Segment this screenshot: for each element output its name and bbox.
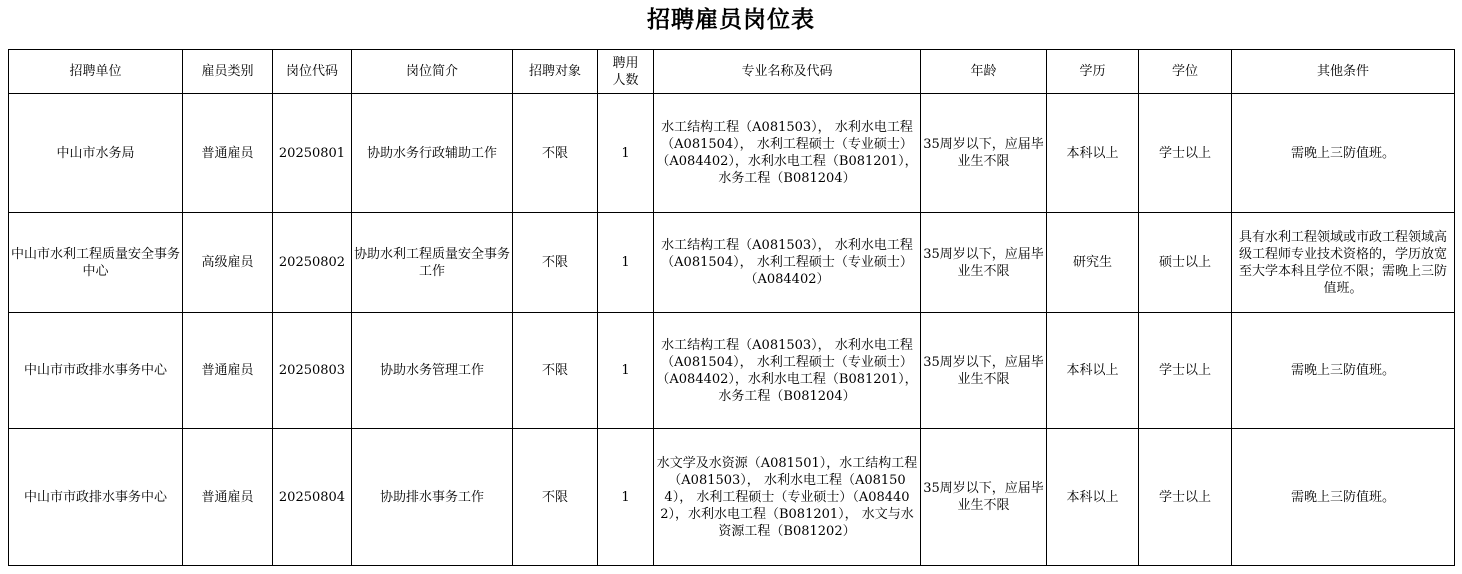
cell-education: 本科以上 <box>1047 313 1139 429</box>
cell-major: 水工结构工程（A081503）， 水利水电工程（A081504）， 水利工程硕士（专业硕士）（A084402），水利水电工程（B081201）， 水务工程（B081204） <box>654 94 921 213</box>
cell-degree: 学士以上 <box>1139 94 1232 213</box>
cell-other: 需晚上三防值班。 <box>1232 94 1455 213</box>
cell-major: 水文学及水资源（A081501），水工结构工程（A081503）， 水利水电工程（A081504）， 水利工程硕士（专业硕士）（A084402），水利水电工程（B081201）， 水文与水资源工程（B081202） <box>654 429 921 566</box>
cell-intro: 协助水利工程质量安全事务工作 <box>352 213 513 313</box>
cell-unit: 中山市水利工程质量安全事务中心 <box>9 213 183 313</box>
page-title: 招聘雇员岗位表 <box>647 6 815 33</box>
cell-target: 不限 <box>513 94 598 213</box>
cell-degree: 学士以上 <box>1139 429 1232 566</box>
cell-code: 20250802 <box>273 213 352 313</box>
header-count-line2: 人数 <box>612 72 639 88</box>
header-education: 学历 <box>1047 50 1139 94</box>
cell-age: 35周岁以下，应届毕业生不限 <box>921 213 1047 313</box>
table-row <box>9 429 1455 566</box>
cell-education: 研究生 <box>1047 213 1139 313</box>
cell-code: 20250804 <box>273 429 352 566</box>
cell-category: 普通雇员 <box>183 313 273 429</box>
cell-major: 水工结构工程（A081503）， 水利水电工程（A081504）， 水利工程硕士（专业硕士）（A084402），水利水电工程（B081201）， 水务工程（B081204） <box>654 313 921 429</box>
cell-target: 不限 <box>513 213 598 313</box>
cell-target: 不限 <box>513 429 598 566</box>
cell-other: 需晚上三防值班。 <box>1232 313 1455 429</box>
cell-education: 本科以上 <box>1047 94 1139 213</box>
cell-count: 1 <box>598 213 654 313</box>
header-code: 岗位代码 <box>273 50 352 94</box>
cell-category: 普通雇员 <box>183 94 273 213</box>
cell-intro: 协助排水事务工作 <box>352 429 513 566</box>
cell-major: 水工结构工程（A081503）， 水利水电工程（A081504）， 水利工程硕士（专业硕士）（A084402） <box>654 213 921 313</box>
header-unit: 招聘单位 <box>9 50 183 94</box>
cell-unit: 中山市水务局 <box>9 94 183 213</box>
header-degree: 学位 <box>1139 50 1232 94</box>
header-row <box>9 50 1455 94</box>
cell-unit: 中山市市政排水事务中心 <box>9 313 183 429</box>
cell-age: 35周岁以下，应届毕业生不限 <box>921 429 1047 566</box>
table-row <box>9 313 1455 429</box>
recruitment-table <box>8 49 1455 566</box>
cell-age: 35周岁以下，应届毕业生不限 <box>921 313 1047 429</box>
cell-unit: 中山市市政排水事务中心 <box>9 429 183 566</box>
cell-count: 1 <box>598 429 654 566</box>
cell-target: 不限 <box>513 313 598 429</box>
header-intro: 岗位简介 <box>352 50 513 94</box>
cell-degree: 硕士以上 <box>1139 213 1232 313</box>
cell-count: 1 <box>598 94 654 213</box>
header-count-line1: 聘用 <box>612 55 639 71</box>
header-major: 专业名称及代码 <box>654 50 921 94</box>
header-category: 雇员类别 <box>183 50 273 94</box>
cell-education: 本科以上 <box>1047 429 1139 566</box>
cell-count: 1 <box>598 313 654 429</box>
header-target: 招聘对象 <box>513 50 598 94</box>
cell-category: 高级雇员 <box>183 213 273 313</box>
cell-code: 20250803 <box>273 313 352 429</box>
cell-other: 需晚上三防值班。 <box>1232 429 1455 566</box>
cell-category: 普通雇员 <box>183 429 273 566</box>
cell-degree: 学士以上 <box>1139 313 1232 429</box>
cell-code: 20250801 <box>273 94 352 213</box>
header-count <box>598 50 654 94</box>
table-row <box>9 94 1455 213</box>
cell-other: 具有水利工程领域或市政工程领域高级工程师专业技术资格的，学历放宽至大学本科且学位不限；需晚上三防值班。 <box>1232 213 1455 313</box>
cell-age: 35周岁以下，应届毕业生不限 <box>921 94 1047 213</box>
table-row <box>9 213 1455 313</box>
cell-intro: 协助水务管理工作 <box>352 313 513 429</box>
header-age: 年龄 <box>921 50 1047 94</box>
cell-intro: 协助水务行政辅助工作 <box>352 94 513 213</box>
header-other: 其他条件 <box>1232 50 1455 94</box>
